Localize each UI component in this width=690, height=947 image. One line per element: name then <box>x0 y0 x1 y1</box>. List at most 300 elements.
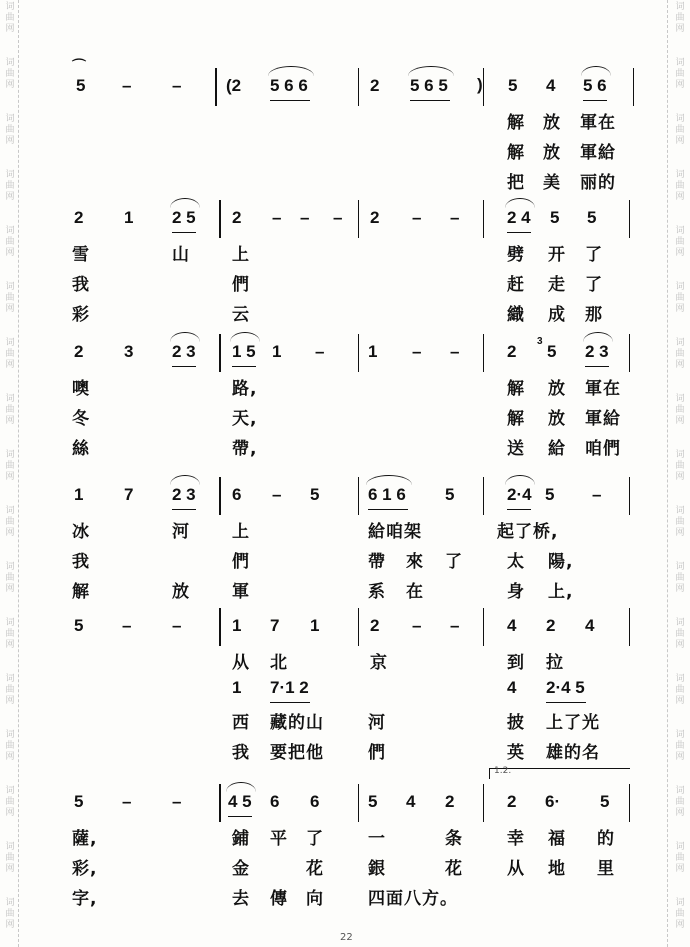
lyric: 我 <box>72 552 90 572</box>
beam-underline <box>172 509 196 510</box>
lyric: 噢 <box>72 379 90 399</box>
beam-underline <box>232 366 256 367</box>
watermark-char: 曲 <box>5 13 15 23</box>
note: – <box>122 616 132 635</box>
note: 4 <box>585 616 595 635</box>
watermark-char: 网 <box>5 136 15 146</box>
watermark-text <box>3 506 17 539</box>
watermark-text <box>673 562 687 595</box>
lyric: 彩 <box>72 305 90 325</box>
watermark-char: 网 <box>5 920 15 930</box>
note: – <box>592 485 602 504</box>
lyric: 北 <box>270 653 288 673</box>
lyric: 的 <box>597 829 615 849</box>
lyric: 來 <box>406 552 424 572</box>
lyric: 京 <box>370 653 388 673</box>
lyric: 鋪 <box>232 829 250 849</box>
watermark-text <box>673 394 687 427</box>
watermark-text <box>3 58 17 91</box>
watermark-char: 网 <box>675 584 685 594</box>
lyric: 花 <box>306 859 324 879</box>
watermark-char: 词 <box>675 114 685 124</box>
watermark-char: 曲 <box>675 629 685 639</box>
lyric: 軍給 <box>585 409 621 429</box>
note: 2 <box>507 342 517 361</box>
lyric: 放 <box>548 379 566 399</box>
lyric: 山 <box>172 245 190 265</box>
watermark-char: 网 <box>675 528 685 538</box>
note: – <box>450 208 460 227</box>
note: 5 <box>600 792 610 811</box>
note: 7 <box>270 616 280 635</box>
lyric: 条 <box>445 829 463 849</box>
beam-underline <box>270 100 310 101</box>
left-border <box>18 0 19 947</box>
watermark-text <box>673 2 687 35</box>
watermark-char: 网 <box>5 640 15 650</box>
watermark-char: 网 <box>5 696 15 706</box>
watermark-char: 词 <box>5 674 15 684</box>
note: 5 <box>74 792 84 811</box>
watermark-char: 网 <box>675 192 685 202</box>
lyric: 放 <box>543 113 561 133</box>
watermark-char: 词 <box>5 114 15 124</box>
watermark-char: 曲 <box>5 741 15 751</box>
note: 1 5 <box>232 342 256 361</box>
note: – <box>272 485 282 504</box>
watermark-char: 词 <box>5 2 15 12</box>
watermark-char: 曲 <box>675 125 685 135</box>
bar-line <box>358 784 359 822</box>
note: – <box>412 342 422 361</box>
note: 2 <box>370 76 380 95</box>
lyric: 天, <box>232 409 258 429</box>
watermark-char: 网 <box>675 920 685 930</box>
watermark-char: 网 <box>5 192 15 202</box>
watermark-char: 曲 <box>675 517 685 527</box>
watermark-char: 词 <box>675 786 685 796</box>
beam-underline <box>546 702 586 703</box>
watermark-char: 曲 <box>5 629 15 639</box>
lyric: 向 <box>306 889 324 909</box>
watermark-char: 词 <box>675 730 685 740</box>
lyric: 上 <box>232 245 250 265</box>
note: 6 1 6 <box>368 485 406 504</box>
lyric: 給 <box>548 439 566 459</box>
watermark-char: 词 <box>675 394 685 404</box>
watermark-text <box>3 618 17 651</box>
bar-line <box>215 68 217 106</box>
lyric: 放 <box>172 582 190 602</box>
note: 6 <box>232 485 242 504</box>
watermark-char: 词 <box>675 338 685 348</box>
lyric: 給咱架 <box>368 522 422 542</box>
note: – <box>172 792 182 811</box>
page-number: 22 <box>340 932 353 943</box>
watermark-text <box>3 842 17 875</box>
note: 5 <box>547 342 557 361</box>
watermark-char: 网 <box>675 416 685 426</box>
watermark-char: 词 <box>5 786 15 796</box>
note: – <box>315 342 325 361</box>
lyric: 咱們 <box>585 439 621 459</box>
watermark-char: 曲 <box>5 125 15 135</box>
lyric: 解 <box>507 379 525 399</box>
watermark-char: 曲 <box>5 797 15 807</box>
watermark-char: 曲 <box>5 517 15 527</box>
note: 5 <box>76 76 86 95</box>
tie-prefix: ⌒ <box>72 58 86 74</box>
watermark-char: 词 <box>5 58 15 68</box>
watermark-char: 网 <box>675 304 685 314</box>
note-alt: 1 <box>232 678 242 697</box>
watermark-char: 曲 <box>675 293 685 303</box>
watermark-text <box>673 730 687 763</box>
note: 2 3 <box>585 342 609 361</box>
bar-line <box>358 477 359 515</box>
note: – <box>450 342 460 361</box>
lyric-alt: 披 <box>507 713 525 733</box>
note: 1 <box>232 616 242 635</box>
watermark-char: 网 <box>675 864 685 874</box>
lyric: 那 <box>585 305 603 325</box>
watermark-char: 词 <box>675 282 685 292</box>
note: 6 <box>270 792 280 811</box>
slur <box>268 66 314 76</box>
watermark-char: 曲 <box>675 853 685 863</box>
watermark-char: 曲 <box>5 685 15 695</box>
note: 5 <box>445 485 455 504</box>
lyric: 彩, <box>72 859 98 879</box>
lyric: 幸 <box>507 829 525 849</box>
watermark-char: 网 <box>675 360 685 370</box>
lyric: 一 <box>368 829 386 849</box>
lyric: 放 <box>548 409 566 429</box>
lyric: 傳 <box>270 889 288 909</box>
watermark-char: 网 <box>5 80 15 90</box>
watermark-char: 曲 <box>5 349 15 359</box>
note: 2 3 <box>172 485 196 504</box>
watermark-char: 网 <box>5 472 15 482</box>
lyric: 軍在 <box>580 113 616 133</box>
slur <box>505 198 535 208</box>
watermark-char: 曲 <box>675 741 685 751</box>
note: 3 <box>124 342 134 361</box>
watermark-char: 曲 <box>675 461 685 471</box>
slur <box>230 332 260 342</box>
watermark-text <box>673 674 687 707</box>
lyric: 軍在 <box>585 379 621 399</box>
watermark-text <box>3 450 17 483</box>
watermark-char: 词 <box>5 562 15 572</box>
bar-line <box>219 200 221 238</box>
lyric: 赶 <box>507 275 525 295</box>
watermark-text <box>673 226 687 259</box>
note: 2 <box>445 792 455 811</box>
bar-line <box>219 784 221 822</box>
note: 2 <box>546 616 556 635</box>
slur <box>408 66 454 76</box>
slur <box>366 475 412 485</box>
close-paren: ) <box>477 75 483 94</box>
watermark-char: 网 <box>5 304 15 314</box>
beam-underline <box>507 509 531 510</box>
watermark-char: 词 <box>5 842 15 852</box>
watermark-char: 词 <box>675 506 685 516</box>
watermark-char: 词 <box>675 226 685 236</box>
note: – <box>333 208 343 227</box>
watermark-char: 词 <box>675 58 685 68</box>
watermark-text <box>673 282 687 315</box>
slur <box>583 332 613 342</box>
watermark-char: 曲 <box>675 797 685 807</box>
bar-line <box>629 784 630 822</box>
note: 2 <box>370 616 380 635</box>
lyric: 解 <box>507 409 525 429</box>
watermark-char: 曲 <box>5 461 15 471</box>
lyric: 地 <box>548 859 566 879</box>
lyric: 成 <box>548 305 566 325</box>
lyric: 河 <box>172 522 190 542</box>
note: – <box>412 616 422 635</box>
watermark-text <box>3 730 17 763</box>
lyric: 陽, <box>548 552 574 572</box>
lyric-alt: 西 <box>232 713 250 733</box>
lyric: 到 <box>507 653 525 673</box>
note: 7 <box>124 485 134 504</box>
watermark-text <box>673 58 687 91</box>
lyric: 們 <box>232 275 250 295</box>
bar-line <box>358 334 359 372</box>
lyric: 丽的 <box>580 173 616 193</box>
note: 5 6 5 <box>410 76 448 95</box>
watermark-text <box>673 450 687 483</box>
note: 5 <box>368 792 378 811</box>
note: 6 <box>310 792 320 811</box>
watermark-char: 网 <box>5 584 15 594</box>
slur <box>226 782 256 792</box>
lyric-alt: 藏的山 <box>270 713 324 733</box>
bar-line <box>483 784 484 822</box>
watermark-text <box>3 786 17 819</box>
bar-line <box>629 334 630 372</box>
lyric: 从 <box>507 859 525 879</box>
watermark-text <box>3 394 17 427</box>
watermark-char: 曲 <box>5 237 15 247</box>
lyric: 了 <box>585 245 603 265</box>
note: 1 <box>74 485 84 504</box>
lyric: 美 <box>543 173 561 193</box>
watermark-char: 曲 <box>5 405 15 415</box>
bar-line <box>219 334 221 372</box>
note: 5 <box>508 76 518 95</box>
watermark-char: 网 <box>675 248 685 258</box>
note: – <box>122 76 132 95</box>
watermark-char: 词 <box>675 450 685 460</box>
beam-underline <box>368 509 408 510</box>
bar-line <box>483 200 484 238</box>
lyric-alt: 雄的名 <box>546 743 600 763</box>
watermark-char: 网 <box>675 808 685 818</box>
bar-line <box>483 68 484 106</box>
watermark-char: 词 <box>5 394 15 404</box>
watermark-char: 词 <box>675 2 685 12</box>
lyric: 开 <box>548 245 566 265</box>
lyric: 放 <box>543 143 561 163</box>
lyric: 身 <box>507 582 525 602</box>
watermark-char: 网 <box>5 360 15 370</box>
lyric: 系 <box>368 582 386 602</box>
lyric: 我 <box>72 275 90 295</box>
bar-line <box>219 608 221 646</box>
lyric: 解 <box>507 143 525 163</box>
lyric: 花 <box>445 859 463 879</box>
watermark-char: 网 <box>5 528 15 538</box>
lyric: 从 <box>232 653 250 673</box>
watermark-char: 词 <box>5 618 15 628</box>
watermark-text <box>673 786 687 819</box>
lyric: 了 <box>445 552 463 572</box>
lyric-alt: 們 <box>368 743 386 763</box>
lyric: 帶 <box>368 552 386 572</box>
watermark-char: 词 <box>675 842 685 852</box>
note: 5 <box>545 485 555 504</box>
note: 1 <box>124 208 134 227</box>
watermark-char: 词 <box>675 674 685 684</box>
watermark-text <box>673 338 687 371</box>
watermark-char: 词 <box>675 898 685 908</box>
watermark-char: 网 <box>5 752 15 762</box>
watermark-char: 曲 <box>5 573 15 583</box>
bar-line <box>633 68 634 106</box>
volta-label: 1.2. <box>494 766 512 776</box>
lyric: 了 <box>306 829 324 849</box>
bar-line <box>358 200 359 238</box>
slur <box>581 66 611 76</box>
note: 2 4 <box>507 208 531 227</box>
lyric: 雪 <box>72 245 90 265</box>
note: – <box>450 616 460 635</box>
watermark-char: 词 <box>5 226 15 236</box>
watermark-text <box>673 114 687 147</box>
watermark-char: 网 <box>675 24 685 34</box>
watermark-char: 曲 <box>5 909 15 919</box>
lyric: 拉 <box>546 653 564 673</box>
watermark-char: 曲 <box>5 293 15 303</box>
note: 4 5 <box>228 792 252 811</box>
watermark-char: 网 <box>675 640 685 650</box>
watermark-text <box>3 114 17 147</box>
beam-underline <box>410 100 450 101</box>
lyric: 了 <box>585 275 603 295</box>
watermark-char: 曲 <box>675 405 685 415</box>
slur <box>505 475 535 485</box>
watermark-char: 曲 <box>675 349 685 359</box>
note-alt: 7·1 2 <box>270 678 309 697</box>
note: 4 <box>406 792 416 811</box>
watermark-char: 网 <box>5 808 15 818</box>
note: 1 <box>310 616 320 635</box>
note: 5 6 6 <box>270 76 308 95</box>
watermark-char: 词 <box>5 282 15 292</box>
watermark-text <box>3 562 17 595</box>
lyric: 絲 <box>72 439 90 459</box>
lyric: 送 <box>507 439 525 459</box>
lyric: 劈 <box>507 245 525 265</box>
note: 5 <box>310 485 320 504</box>
lyric: 軍 <box>232 582 250 602</box>
note: – <box>272 208 282 227</box>
lyric-alt: 上了光 <box>546 713 600 733</box>
watermark-char: 词 <box>675 562 685 572</box>
lyric: 福 <box>548 829 566 849</box>
note: – <box>122 792 132 811</box>
note: – <box>412 208 422 227</box>
watermark-char: 曲 <box>5 69 15 79</box>
lyric: 里 <box>597 859 615 879</box>
lyric: 平 <box>270 829 288 849</box>
beam-underline <box>585 366 609 367</box>
note: 2 <box>74 342 84 361</box>
beam-underline <box>583 100 607 101</box>
lyric: 金 <box>232 859 250 879</box>
watermark-text <box>673 506 687 539</box>
lyric: 冬 <box>72 409 90 429</box>
watermark-char: 曲 <box>675 181 685 191</box>
lyric: 織 <box>507 305 525 325</box>
beam-underline <box>270 702 310 703</box>
watermark-char: 网 <box>5 864 15 874</box>
lyric: 銀 <box>368 859 386 879</box>
watermark-char: 词 <box>5 170 15 180</box>
note-alt: 4 <box>507 678 517 697</box>
watermark-char: 词 <box>5 338 15 348</box>
lyric: 冰 <box>72 522 90 542</box>
watermark-char: 网 <box>675 472 685 482</box>
bar-line <box>629 200 630 238</box>
note: 6· <box>545 792 561 811</box>
watermark-char: 曲 <box>675 909 685 919</box>
slur <box>170 475 200 485</box>
watermark-char: 网 <box>675 80 685 90</box>
lyric-alt: 英 <box>507 743 525 763</box>
watermark-char: 词 <box>5 898 15 908</box>
bar-line <box>358 68 359 106</box>
watermark-text <box>3 170 17 203</box>
note: 2 5 <box>172 208 196 227</box>
grace-note: 3 <box>537 336 543 347</box>
note: 2 <box>74 208 84 227</box>
bar-line <box>483 477 484 515</box>
watermark-char: 网 <box>675 752 685 762</box>
note: 5 <box>550 208 560 227</box>
note: 5 6 <box>583 76 607 95</box>
right-border <box>667 0 668 947</box>
note: 2 <box>370 208 380 227</box>
lyric: 們 <box>232 552 250 572</box>
watermark-text <box>673 898 687 931</box>
note: 4 <box>546 76 556 95</box>
note: – <box>172 616 182 635</box>
watermark-char: 网 <box>5 24 15 34</box>
lyric: 薩, <box>72 829 98 849</box>
bar-line <box>629 608 630 646</box>
watermark-text <box>673 618 687 651</box>
lyric: 走 <box>548 275 566 295</box>
watermark-char: 曲 <box>5 853 15 863</box>
watermark-char: 词 <box>5 506 15 516</box>
watermark-text <box>673 842 687 875</box>
